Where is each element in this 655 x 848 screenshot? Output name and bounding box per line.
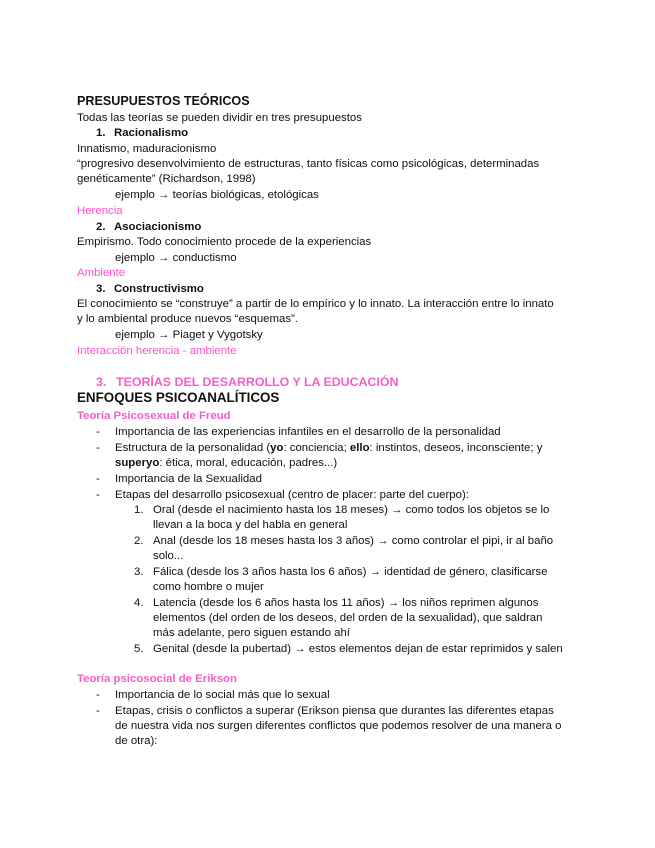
bullet-text: Estructura de la personalidad (yo: conciencia; ello: instintos, deseos, inconsciente; y — [115, 442, 543, 454]
example-line: ejemplo → teorías biológicas, etológicas — [115, 189, 319, 201]
paragraph-line: Empirismo. Todo conocimiento procede de la experiencias — [77, 236, 372, 248]
list-number: 1. — [96, 127, 106, 139]
example-line: ejemplo → Piaget y Vygotsky — [115, 329, 263, 341]
stage-text: solo... — [153, 550, 184, 562]
bullet-text: Importancia de lo social más que lo sexual — [115, 689, 330, 701]
bullet-text: de nuestra vida nos surgen diferentes conflictos que podemos resolver de una manera o — [115, 720, 562, 732]
stage-number: 4. — [134, 597, 144, 609]
bullet-dash: - — [96, 689, 100, 701]
tag-interaccion: Interacción herencia - ambiente — [77, 345, 237, 357]
bullet-dash: - — [96, 489, 100, 501]
section-heading-asociacionismo: Asociacionismo — [114, 221, 202, 233]
stage-text: más adelante, pero siguen estando ahí — [153, 627, 350, 639]
section-title: TEORÍAS DEL DESARROLLO Y LA EDUCACIÓN — [116, 375, 399, 389]
section-heading-constructivismo: Constructivismo — [114, 283, 204, 295]
stage-text: Genital (desde la pubertad) → estos elementos dejan de estar reprimidos y salen — [153, 643, 563, 655]
paragraph-line: genéticamente” (Richardson, 1998) — [77, 173, 256, 185]
stage-text: como hombre o mujer — [153, 581, 264, 593]
tag-ambiente: Ambiente — [77, 267, 126, 279]
bullet-text: Etapas, crisis o conflictos a superar (Erikson piensa que durantes las diferentes etapas — [115, 705, 554, 717]
stage-number: 2. — [134, 535, 144, 547]
bullet-text: Importancia de la Sexualidad — [115, 473, 262, 485]
section-heading-racionalismo: Racionalismo — [114, 127, 189, 139]
intro-text: Todas las teorías se pueden dividir en tres presupuestos — [77, 112, 362, 124]
freud-theory-title: Teoría Psicosexual de Freud — [77, 410, 231, 422]
stage-text: Fálica (desde los 3 años hasta los 6 años) → identidad de género, clasificarse — [153, 566, 548, 578]
subsection-title: ENFOQUES PSICOANALÍTICOS — [77, 390, 280, 405]
tag-herencia: Herencia — [77, 205, 123, 217]
bullet-text: de otra): — [115, 735, 158, 747]
paragraph-line: Innatismo, maduracionismo — [77, 143, 217, 155]
bullet-dash: - — [96, 473, 100, 485]
erikson-theory-title: Teoría psicosocial de Erikson — [77, 673, 237, 685]
stage-text: elementos (del orden de los deseos, del orden de la sexualidad), que saldran — [153, 612, 543, 624]
paragraph-line: y lo ambiental produce nuevos “esquemas”. — [77, 313, 298, 325]
bullet-text: Importancia de las experiencias infantiles en el desarrollo de la personalidad — [115, 426, 501, 438]
stage-text: Oral (desde el nacimiento hasta los 18 meses) → como todos los objetos se lo — [153, 504, 550, 516]
list-number: 3. — [96, 283, 106, 295]
bullet-text-cont: superyo: ética, moral, educación, padres...) — [115, 457, 338, 469]
paragraph-line: “progresivo desenvolvimiento de estructuras, tanto físicas como psicológicas, determinadas — [77, 158, 540, 170]
stage-text: Anal (desde los 18 meses hasta los 3 años) → como controlar el pipi, ir al baño — [153, 535, 554, 547]
stage-number: 1. — [134, 504, 144, 516]
bullet-dash: - — [96, 705, 100, 717]
paragraph-line: El conocimiento se “construye” a partir de lo empírico y lo innato. La interacción entre lo innato — [77, 298, 554, 310]
section-number: 3. — [96, 375, 107, 389]
page-title: PRESUPUESTOS TEÓRICOS — [77, 94, 250, 108]
stage-number: 5. — [134, 643, 144, 655]
example-line: ejemplo → conductismo — [115, 252, 237, 264]
stage-text: llevan a la boca y del habla en general — [153, 519, 348, 531]
list-number: 2. — [96, 221, 106, 233]
bullet-dash: - — [96, 426, 100, 438]
bullet-text: Etapas del desarrollo psicosexual (centro de placer: parte del cuerpo): — [115, 489, 469, 501]
stage-text: Latencia (desde los 6 años hasta los 11 años) → los niños reprimen algunos — [153, 597, 539, 609]
bullet-dash: - — [96, 442, 100, 454]
stage-number: 3. — [134, 566, 144, 578]
